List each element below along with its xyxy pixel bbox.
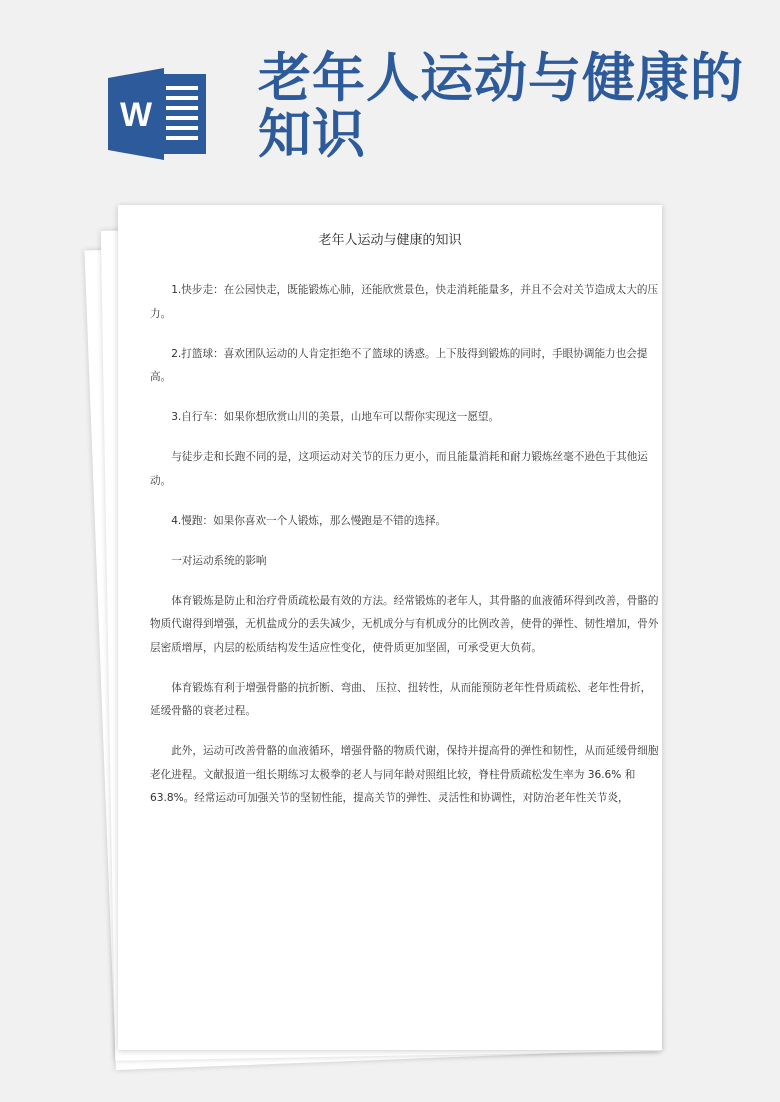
paragraph: 1.快步走：在公园快走，既能锻炼心肺，还能欣赏景色，快走消耗能量多，并且不会对关节造成太大的压力。 — [150, 284, 659, 320]
paragraph: 与徒步走和长跑不同的是，这项运动对关节的压力更小，而且能量消耗和耐力锻炼丝毫不逊色于其他运动。 — [150, 451, 648, 487]
paragraph: 此外，运动可改善骨骼的血液循环，增强骨骼的物质代谢，保持并提高骨的弹性和韧性，从而延缓骨细胞老化进程。文献报道一组长期练习太极拳的老人与同年龄对照组比较，脊柱骨质疏松发生率为 36.6% 和 63.8%。经常运动可加强关节的坚韧性能，提高关节的弹性、灵活性和协调性，对防治老年性关节炎， — [150, 745, 659, 804]
paragraph: 体育锻炼是防止和治疗骨质疏松最有效的方法。经常锻炼的老年人，其骨骼的血液循环得到改善，骨骼的物质代谢得到增强，无机盐成分的丢失减少，无机成分与有机成分的比例改善，使骨的弹性、韧性增加，骨外层密质增厚，内层的松质结构发生适应性变化，使骨质更加坚固，可承受更大负荷。 — [150, 594, 659, 654]
document-page — [118, 205, 662, 1050]
hero-title: 老年人运动与健康的知识 — [258, 47, 744, 165]
paragraph: 2.打篮球：喜欢团队运动的人肯定拒绝不了篮球的诱惑。上下肢得到锻炼的同时，手眼协调能力也会提高。 — [150, 347, 648, 383]
paragraph: 体育锻炼有利于增强骨骼的抗折断、弯曲、 压拉、扭转性，从而能预防老年性骨质疏松、老年性骨折，延缓骨骼的衰老过程。 — [150, 681, 652, 717]
section-heading: 一对运动系统的影响 — [171, 554, 267, 567]
word-icon-letter: W — [119, 96, 153, 134]
document-body — [150, 279, 660, 827]
paragraph: 4.慢跑：如果你喜欢一个人锻炼，那么慢跑是不错的选择。 — [171, 514, 447, 527]
paragraph: 3.自行车：如果你想欣赏山川的美景，山地车可以帮你实现这一愿望。 — [171, 411, 500, 423]
word-icon — [108, 68, 208, 160]
document-title: 老年人运动与健康的知识 — [318, 233, 462, 248]
